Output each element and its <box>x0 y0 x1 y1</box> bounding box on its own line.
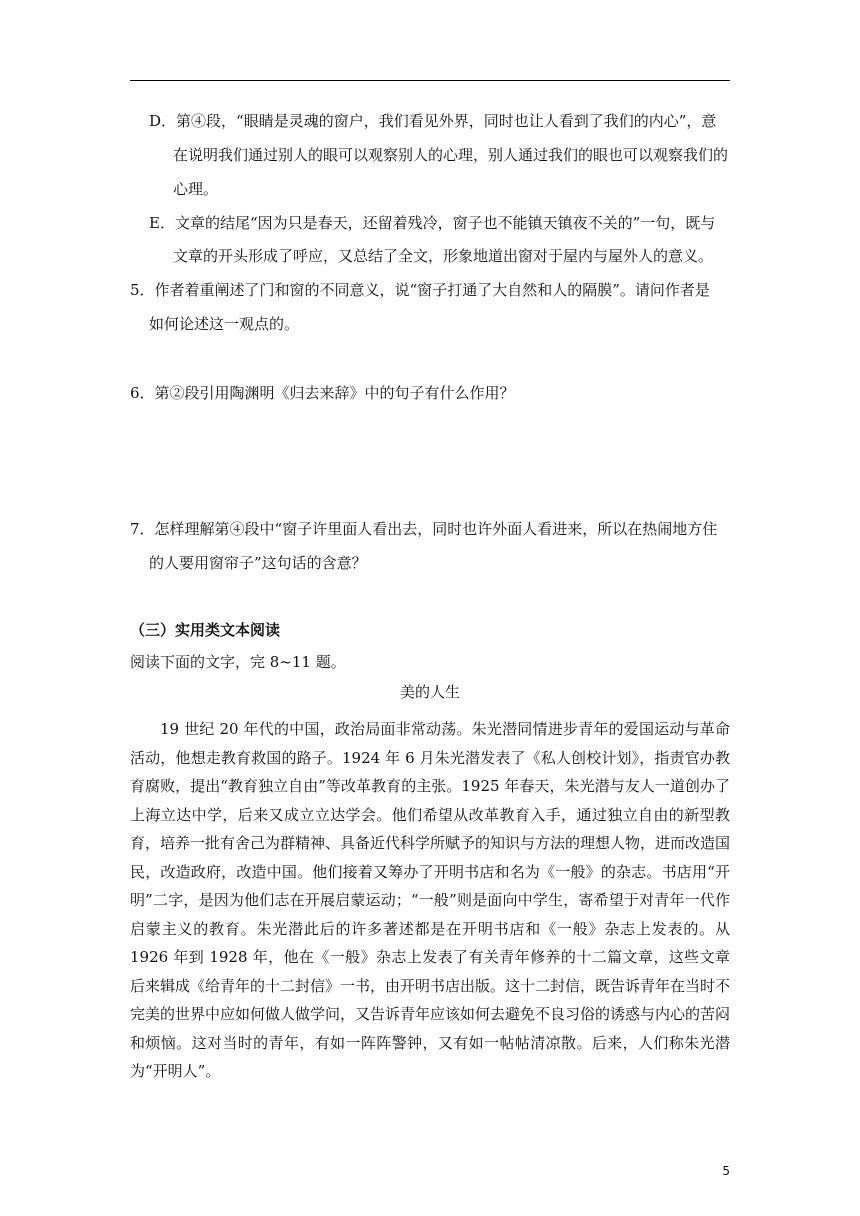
option-e-line-2: 文章的开头形成了呼应，又总结了全文，形象地道出窗对于屋内与屋外人的意义。 <box>173 247 714 265</box>
question-5-line-1: 5．作者着重阐述了门和窗的不同意义，说“窗子打通了大自然和人的隔膜”。请问作者是 <box>130 281 710 299</box>
article-title: 美的人生 <box>399 683 460 701</box>
option-d-line-3: 心理。 <box>173 180 219 198</box>
section-instruction: 阅读下面的文字，完 8~11 题。 <box>130 653 346 671</box>
page-number: 5 <box>722 1164 730 1178</box>
question-7-line-1: 7．怎样理解第④段中“窗子许里面人看出去，同时也许外面人看进来，所以在热闹地方住 <box>130 520 718 538</box>
option-d-line-2: 在说明我们通过别人的眼可以观察别人的心理，别人通过我们的眼也可以观察我们的 <box>173 146 729 164</box>
section-heading: （三）实用类文本阅读 <box>130 621 281 639</box>
question-5-line-2: 如何论述这一观点的。 <box>149 315 300 333</box>
option-d-line-1: D．第④段，“眼睛是灵魂的窗户，我们看见外界，同时也让人看到了我们的内心”，意 <box>149 112 717 130</box>
question-6: 6．第②段引用陶渊明《归去来辞》中的句子有什么作用？ <box>130 384 515 402</box>
article-paragraph: 19 世纪 20 年代的中国，政治局面非常动荡。朱光潜同情进步青年的爱国运动与革命活动，他想走教育救国的路子。1924 年 6 月朱光潜发表了《私人创校计划》，指责官办教育腐败，提出“教育独立自由”等改革教育的主张。1925 年春天，朱光潜与友人一道创办了上海立达中学，后来又成立立达学会。他们希望从改革教育入手，通过独立自由的新型教育，培养一批有舍己为群精神、具备近代科学所赋予的知识与方法的理想人物，进而改造国民，改造政府，改造中国。他们接着又筹办了开明书店和名为《一般》的杂志。书店用“开明”二字，是因为他们志在开展启蒙运动；“一般”则是面向中学生，寄希望于对青年一代作启蒙主义的教育。朱光潜此后的许多著述都是在开明书店和《一般》杂志上发表的。从 1926 年到 1928 年，他在《一般》杂志上发表了有关青年修养的十二篇文章，这些文章后来辑成《给青年的十二封信》一书，由开明书店出版。这十二封信，既告诉青年在当时不完美的世界中应如何做人做学问，又告诉青年应该如何去避免不良习俗的诱惑与内心的苦闷和烦恼。这对当时的青年，有如一阵阵警钟，又有如一帖帖清凉散。后来，人们称朱光潜为“开明人”。 <box>130 720 731 1080</box>
header-rule <box>130 80 730 81</box>
option-e-line-1: E．文章的结尾“因为只是春天，还留着残冷，窗子也不能镇天镇夜不关的”一句，既与 <box>149 214 716 232</box>
question-7-line-2: 的人要用窗帘子”这句话的含意？ <box>149 554 367 572</box>
